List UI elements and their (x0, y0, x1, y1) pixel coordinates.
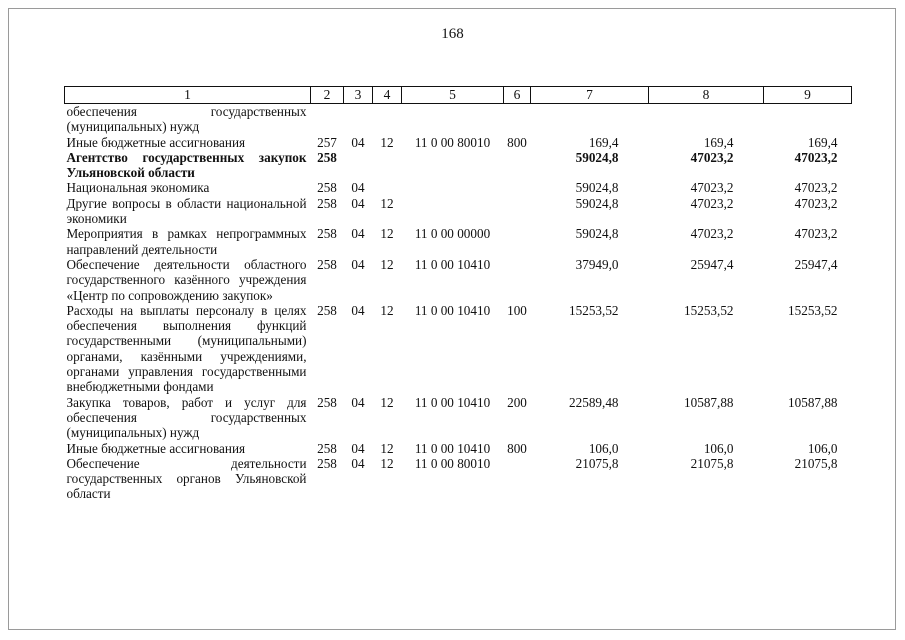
row-target-article: 11 0 00 80010 (414, 134, 491, 150)
budget-table (64, 86, 852, 502)
row-name: Мероприятия в рамках непрограммных направлений деятельности (66, 226, 307, 257)
row-amount-col8: 169,4 (703, 134, 734, 150)
table-row (65, 441, 852, 456)
row-subsection-code: 12 (380, 394, 394, 410)
row-subsection-code: 12 (380, 134, 394, 150)
table-header-row (65, 87, 852, 104)
row-amount-col9: 169,4 (807, 134, 838, 150)
row-amount-col7: 59024,8 (575, 149, 619, 165)
row-ministry-code: 258 (317, 180, 337, 196)
row-amount-col8: 21075,8 (690, 455, 734, 471)
row-ministry-code: 258 (317, 302, 337, 318)
row-section-code (344, 104, 373, 135)
row-name: Иные бюджетные ассигнования (66, 440, 246, 456)
row-subsection-code: 12 (380, 440, 394, 456)
row-name: Закупка товаров, работ и услуг для обеспечения государственных (муниципальных) нужд (66, 394, 307, 441)
table-row (65, 180, 852, 195)
table-row (65, 257, 852, 303)
row-name: Другие вопросы в области национальной экономики (66, 195, 307, 227)
row-amount-col8: 10587,88 (684, 394, 734, 410)
row-subsection-code: 12 (380, 195, 394, 211)
row-subsection-code: 12 (380, 455, 394, 471)
row-amount-col9: 25947,4 (794, 256, 838, 272)
row-expense-type (504, 196, 531, 227)
row-section-code: 04 (351, 180, 365, 196)
column-header: 4 (373, 87, 402, 104)
row-ministry-code: 258 (317, 440, 337, 456)
row-section-code: 04 (351, 455, 365, 471)
column-header: 8 (649, 87, 764, 104)
table-row (65, 104, 852, 135)
row-section-code: 04 (351, 134, 365, 150)
row-subsection-code (373, 180, 402, 195)
row-target-article: 11 0 00 10410 (414, 440, 491, 456)
row-name: Агентство государственных закупок Ульяновской области (66, 149, 307, 181)
row-expense-type: 100 (507, 302, 527, 318)
row-ministry-code: 258 (317, 195, 337, 211)
row-name: обеспечения государственных (муниципальных) нужд (66, 104, 307, 135)
table-row (65, 395, 852, 441)
row-expense-type (504, 226, 531, 257)
row-name: Обеспечение деятельности государственных органов Ульяновской области (66, 455, 307, 502)
row-ministry-code: 258 (317, 226, 337, 242)
row-subsection-code: 12 (380, 226, 394, 242)
row-name: Национальная экономика (66, 180, 210, 196)
row-amount-col9: 15253,52 (788, 302, 838, 318)
row-amount-col7: 37949,0 (575, 256, 619, 272)
column-header: 3 (344, 87, 373, 104)
column-header: 1 (65, 87, 311, 104)
column-header: 5 (402, 87, 504, 104)
table-body (65, 104, 852, 502)
row-subsection-code: 12 (380, 302, 394, 318)
row-target-article: 11 0 00 10410 (414, 256, 491, 272)
row-amount-col8: 47023,2 (690, 195, 734, 211)
row-amount-col7: 59024,8 (575, 226, 619, 242)
row-name: Обеспечение деятельности областного государственного казённого учреждения «Центр по сопровождению закупок» (66, 256, 307, 303)
row-target-article: 11 0 00 10410 (414, 394, 491, 410)
row-expense-type: 200 (507, 394, 527, 410)
row-ministry-code: 258 (317, 256, 337, 272)
row-amount-col9: 106,0 (807, 440, 838, 456)
row-expense-type: 800 (507, 440, 527, 456)
row-amount-col9 (764, 104, 852, 135)
row-expense-type (504, 456, 531, 502)
row-amount-col7: 21075,8 (575, 455, 619, 471)
row-ministry-code: 257 (317, 134, 337, 150)
row-section-code: 04 (351, 226, 365, 242)
table-row (65, 226, 852, 257)
row-ministry-code: 258 (317, 149, 337, 165)
row-amount-col7: 59024,8 (575, 195, 619, 211)
row-amount-col9: 21075,8 (794, 455, 838, 471)
row-amount-col8 (649, 104, 764, 135)
row-subsection-code (373, 150, 402, 181)
row-amount-col8: 47023,2 (690, 226, 734, 242)
row-target-article: 11 0 00 80010 (414, 455, 491, 471)
table-row (65, 196, 852, 227)
row-target-article (402, 150, 504, 181)
row-amount-col7: 59024,8 (575, 180, 619, 196)
row-expense-type (504, 150, 531, 181)
row-target-article: 11 0 00 10410 (414, 302, 491, 318)
row-expense-type: 800 (507, 134, 527, 150)
row-amount-col7: 106,0 (588, 440, 619, 456)
row-amount-col7 (531, 104, 649, 135)
row-target-article (402, 104, 504, 135)
row-subsection-code: 12 (380, 256, 394, 272)
row-target-article: 11 0 00 00000 (414, 226, 491, 242)
row-expense-type (504, 104, 531, 135)
column-header: 9 (764, 87, 852, 104)
row-name: Расходы на выплаты персоналу в целях обеспечения выполнения функций государственными (муниципальными) органами, казёнными учреждениями, органами управления государственными внебюджетными фондами (66, 302, 307, 395)
row-expense-type (504, 180, 531, 195)
row-section-code: 04 (351, 256, 365, 272)
row-section-code: 04 (351, 302, 365, 318)
row-amount-col9: 47023,2 (794, 226, 838, 242)
row-name: Иные бюджетные ассигнования (66, 134, 246, 150)
row-amount-col8: 47023,2 (690, 149, 734, 165)
table-row (65, 303, 852, 395)
row-section-code: 04 (351, 394, 365, 410)
column-header: 6 (504, 87, 531, 104)
row-section-code: 04 (351, 195, 365, 211)
table-row (65, 150, 852, 181)
row-expense-type (504, 257, 531, 303)
table-row (65, 456, 852, 502)
column-header: 2 (311, 87, 344, 104)
row-amount-col9: 47023,2 (794, 149, 838, 165)
row-amount-col7: 169,4 (588, 134, 619, 150)
row-amount-col9: 10587,88 (788, 394, 838, 410)
row-amount-col7: 15253,52 (569, 302, 619, 318)
table-row (65, 135, 852, 150)
row-amount-col8: 25947,4 (690, 256, 734, 272)
row-amount-col9: 47023,2 (794, 195, 838, 211)
page-number: 168 (441, 26, 464, 42)
row-amount-col7: 22589,48 (569, 394, 619, 410)
row-section-code: 04 (351, 440, 365, 456)
row-section-code (344, 150, 373, 181)
row-amount-col8: 47023,2 (690, 180, 734, 196)
row-ministry-code: 258 (317, 455, 337, 471)
row-target-article (402, 196, 504, 227)
row-amount-col9: 47023,2 (794, 180, 838, 196)
row-amount-col8: 106,0 (703, 440, 734, 456)
row-ministry-code (311, 104, 344, 135)
row-ministry-code: 258 (317, 394, 337, 410)
column-header: 7 (531, 87, 649, 104)
row-amount-col8: 15253,52 (684, 302, 734, 318)
row-subsection-code (373, 104, 402, 135)
row-target-article (402, 180, 504, 195)
